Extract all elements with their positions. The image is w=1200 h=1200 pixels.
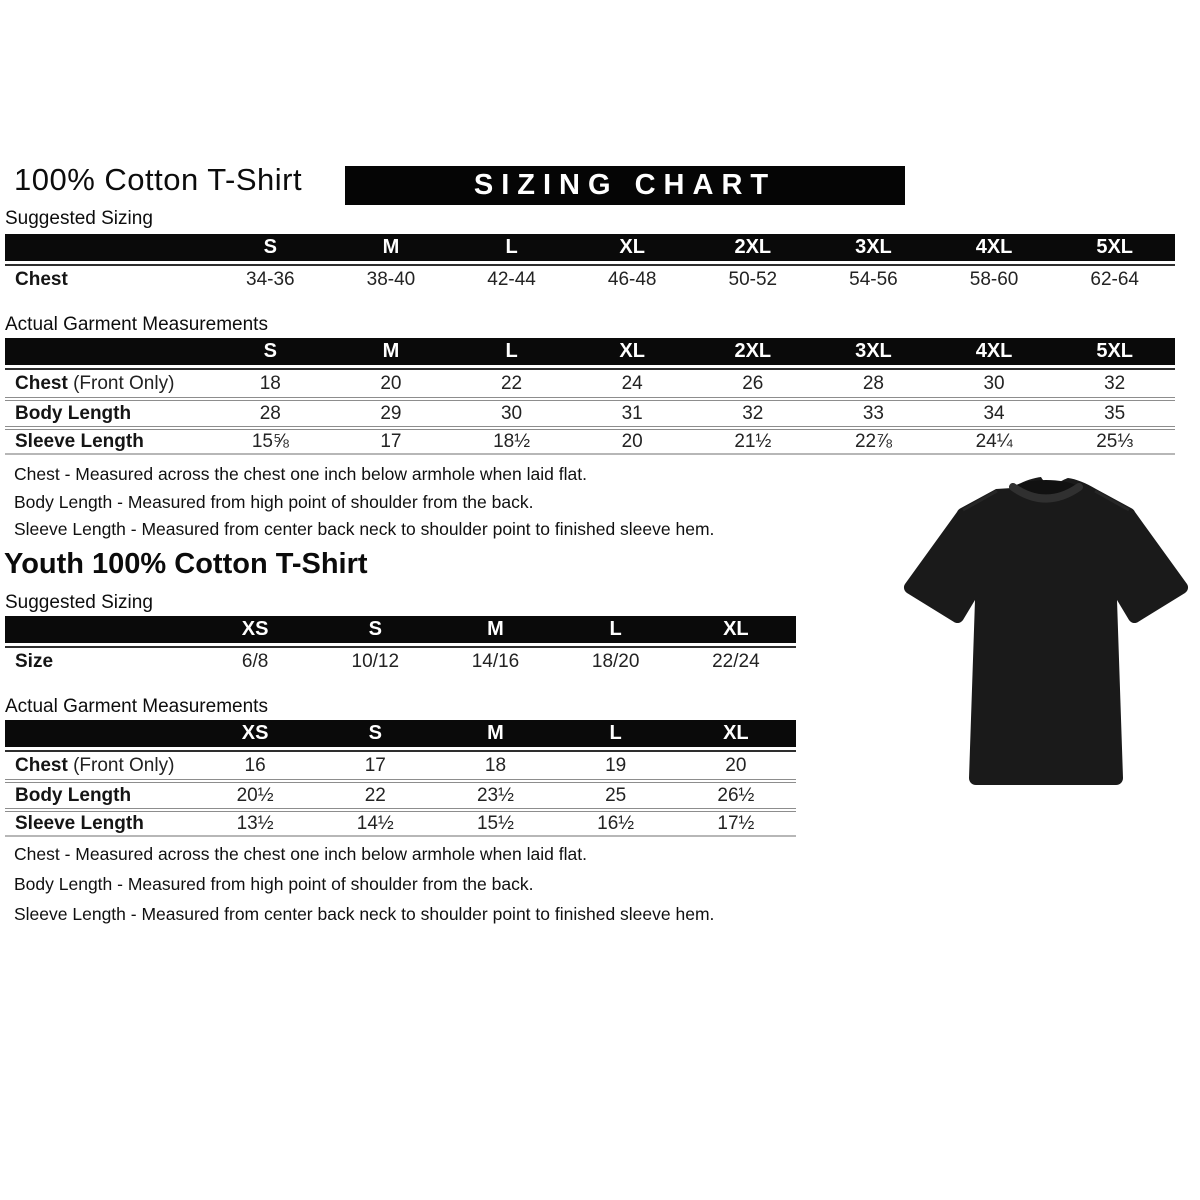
measurement-value: 18 (210, 368, 331, 397)
size-column-header: XL (572, 338, 693, 368)
size-column-header: 4XL (934, 338, 1055, 368)
row-label (5, 397, 210, 426)
measurement-value: 20½ (195, 779, 315, 808)
header-corner-cell (5, 720, 195, 750)
measurement-value: 46-48 (572, 264, 693, 294)
adult-measurement-notes (14, 461, 714, 544)
measurement-note: Body Length - Measured from high point of shoulder from the back. (14, 491, 534, 512)
size-column-header: XL (572, 234, 693, 264)
row-label-suffix: (Front Only) (67, 372, 175, 394)
size-column-header: M (331, 234, 452, 264)
measurement-value: 17½ (676, 808, 796, 837)
size-column-header: 3XL (813, 338, 934, 368)
measurement-value: 26 (693, 368, 814, 397)
measurement-value: 16½ (556, 808, 676, 837)
measurement-value: 34-36 (210, 264, 331, 294)
measurement-value: 6/8 (195, 646, 315, 676)
row-label (5, 426, 210, 455)
measurement-value: 28 (210, 397, 331, 426)
row-label-text: Chest (15, 372, 68, 394)
size-column-header: M (331, 338, 452, 368)
adult-garment-measurements-table (5, 338, 1175, 455)
row-label-text: Chest (15, 269, 68, 290)
youth-garment-measurements-label: Actual Garment Measurements (5, 696, 268, 717)
measurement-value: 23½ (435, 779, 555, 808)
measurement-value: 54-56 (813, 264, 934, 294)
measurement-value: 16 (195, 750, 315, 779)
size-column-header: XL (676, 720, 796, 750)
size-column-header: M (435, 720, 555, 750)
size-column-header: L (556, 720, 676, 750)
measurement-value: 62-64 (1054, 264, 1175, 294)
header-corner-cell (5, 234, 210, 264)
measurement-value: 32 (1054, 368, 1175, 397)
size-column-header: S (315, 616, 435, 646)
measurement-value: 18/20 (556, 646, 676, 676)
measurement-value: 34 (934, 397, 1055, 426)
measurement-value: 22/24 (676, 646, 796, 676)
measurement-note: Chest - Measured across the chest one inch below armhole when laid flat. (14, 844, 587, 864)
measurement-value: 22⅞ (813, 426, 934, 455)
youth-garment-measurements-table (5, 720, 796, 837)
measurement-value: 13½ (195, 808, 315, 837)
row-label (5, 264, 210, 294)
measurement-row (5, 264, 1175, 294)
size-column-header: S (315, 720, 435, 750)
size-column-header: 5XL (1054, 338, 1175, 368)
row-label-text: Body Length (15, 402, 132, 424)
measurement-value: 30 (934, 368, 1055, 397)
youth-suggested-sizing-label: Suggested Sizing (5, 592, 153, 613)
size-header-row (5, 338, 1175, 368)
measurement-value: 50-52 (693, 264, 814, 294)
measurement-value: 20 (572, 426, 693, 455)
measurement-row (5, 750, 796, 779)
measurement-value: 21½ (693, 426, 814, 455)
measurement-value: 26½ (676, 779, 796, 808)
measurement-value: 19 (556, 750, 676, 779)
measurement-row (5, 426, 1175, 455)
size-column-header: 3XL (813, 234, 934, 264)
measurement-value: 17 (315, 750, 435, 779)
adult-suggested-sizing-table (5, 234, 1175, 294)
row-label-text: Sleeve Length (15, 430, 144, 452)
measurement-value: 42-44 (451, 264, 572, 294)
measurement-value: 31 (572, 397, 693, 426)
size-column-header: XS (195, 616, 315, 646)
row-label-suffix: (Front Only) (67, 754, 175, 776)
measurement-value: 17 (331, 426, 452, 455)
size-column-header: 2XL (693, 338, 814, 368)
size-header-row (5, 720, 796, 750)
measurement-row (5, 397, 1175, 426)
header-corner-cell (5, 338, 210, 368)
measurement-value: 18½ (451, 426, 572, 455)
measurement-value: 35 (1054, 397, 1175, 426)
size-column-header: 4XL (934, 234, 1055, 264)
size-column-header: 5XL (1054, 234, 1175, 264)
measurement-value: 29 (331, 397, 452, 426)
size-column-header: S (210, 338, 331, 368)
measurement-value: 20 (331, 368, 452, 397)
measurement-value: 15½ (435, 808, 555, 837)
measurement-value: 58-60 (934, 264, 1055, 294)
measurement-value: 38-40 (331, 264, 452, 294)
row-label (5, 779, 195, 808)
measurement-note: Sleeve Length - Measured from center back neck to shoulder point to finished sleeve hem. (14, 904, 715, 924)
size-column-header: XL (676, 616, 796, 646)
black-tshirt-image (893, 468, 1199, 808)
row-label-text: Body Length (15, 784, 132, 806)
size-column-header: 2XL (693, 234, 814, 264)
sizing-chart-banner (345, 166, 905, 205)
size-column-header: L (556, 616, 676, 646)
youth-measurement-notes (14, 839, 714, 929)
measurement-row (5, 646, 796, 676)
row-label-text: Size (15, 651, 54, 672)
tshirt-body (904, 477, 1188, 785)
measurement-value: 10/12 (315, 646, 435, 676)
measurement-value: 24 (572, 368, 693, 397)
size-header-row (5, 616, 796, 646)
measurement-note: Chest - Measured across the chest one inch below armhole when laid flat. (14, 464, 587, 484)
measurement-row (5, 779, 796, 808)
measurement-value: 15⅝ (210, 426, 331, 455)
measurement-value: 25 (556, 779, 676, 808)
row-label (5, 646, 195, 676)
measurement-note: Sleeve Length - Measured from center back neck to shoulder point to finished sleeve hem. (14, 519, 715, 539)
size-column-header: L (451, 234, 572, 264)
row-label-text: Sleeve Length (15, 812, 144, 834)
measurement-note: Body Length - Measured from high point of shoulder from the back. (14, 874, 534, 894)
size-column-header: XS (195, 720, 315, 750)
header-corner-cell (5, 616, 195, 646)
sizing-chart-banner-text: SIZING CHART (473, 169, 777, 201)
measurement-value: 20 (676, 750, 796, 779)
measurement-row (5, 368, 1175, 397)
measurement-value: 24¼ (934, 426, 1055, 455)
measurement-value: 25⅓ (1054, 426, 1175, 455)
measurement-value: 14/16 (435, 646, 555, 676)
measurement-value: 33 (813, 397, 934, 426)
measurement-value: 22 (451, 368, 572, 397)
measurement-value: 30 (451, 397, 572, 426)
tshirt-photo (893, 468, 1199, 808)
page-title: 100% Cotton T-Shirt (14, 162, 303, 197)
measurement-value: 18 (435, 750, 555, 779)
size-column-header: L (451, 338, 572, 368)
size-column-header: S (210, 234, 331, 264)
row-label (5, 368, 210, 397)
row-label (5, 750, 195, 779)
adult-garment-measurements-label: Actual Garment Measurements (5, 314, 268, 335)
measurement-value: 22 (315, 779, 435, 808)
row-label (5, 808, 195, 837)
adult-suggested-sizing-label: Suggested Sizing (5, 208, 153, 229)
row-label-text: Chest (15, 754, 68, 776)
measurement-value: 32 (693, 397, 814, 426)
size-column-header: M (435, 616, 555, 646)
youth-suggested-sizing-table (5, 616, 796, 676)
measurement-value: 28 (813, 368, 934, 397)
measurement-value: 14½ (315, 808, 435, 837)
size-header-row (5, 234, 1175, 264)
measurement-row (5, 808, 796, 837)
youth-section-title: Youth 100% Cotton T-Shirt (4, 548, 368, 580)
